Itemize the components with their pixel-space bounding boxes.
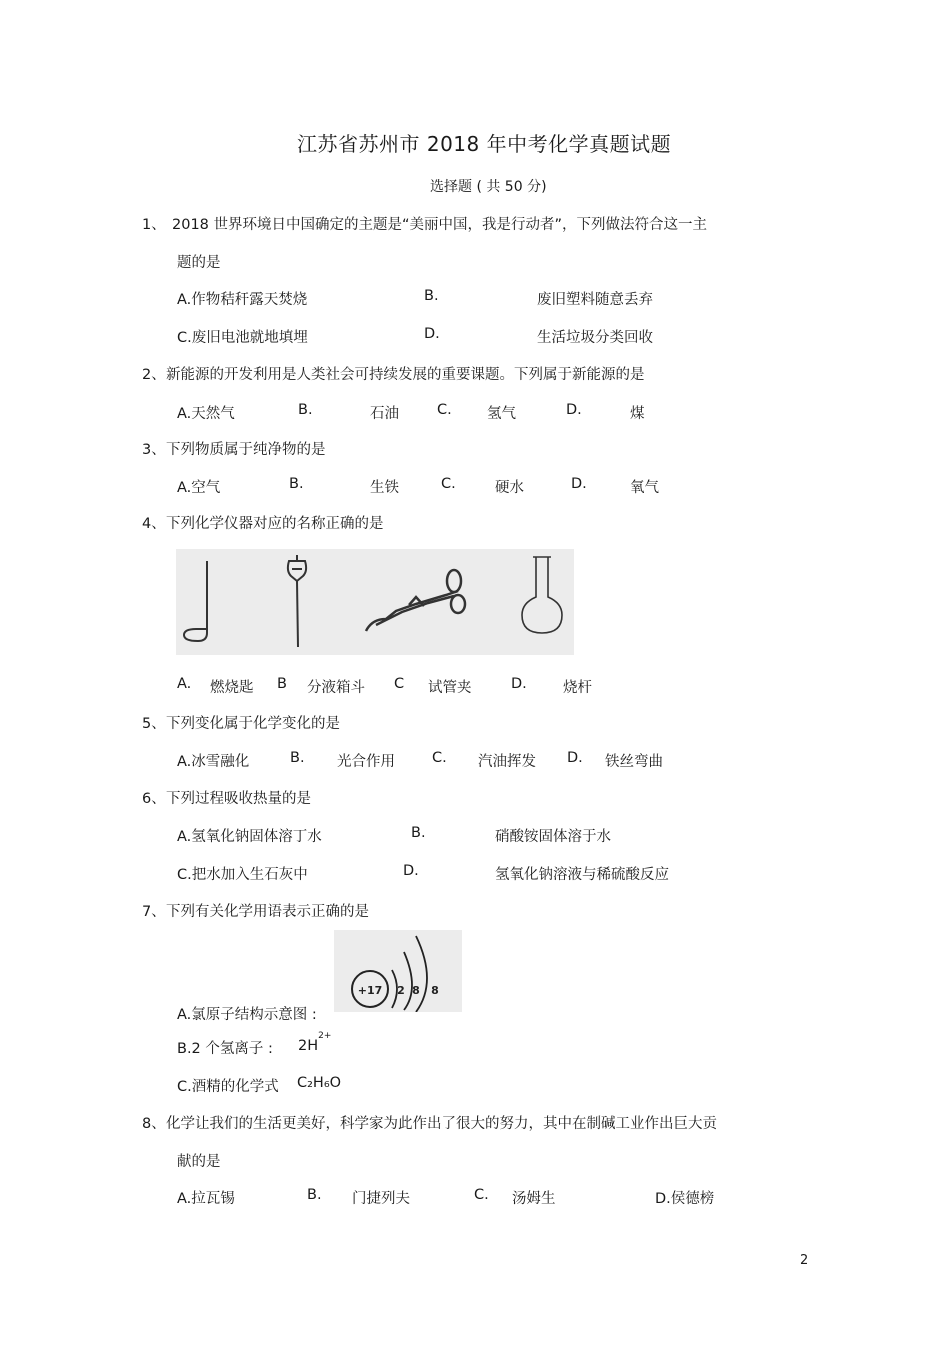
q2-number: 2、: [142, 367, 166, 383]
q4-option-c-letter: C: [394, 676, 405, 692]
page-number: 2: [800, 1253, 809, 1268]
q5-option-d-text: 铁丝弯曲: [605, 754, 663, 770]
q5-option-d-letter: D.: [567, 750, 583, 766]
q5-number: 5、: [142, 716, 166, 732]
q5-option-b-text: 光合作用: [337, 754, 395, 770]
q7-option-b: B.2 个氢离子 :: [177, 1041, 273, 1057]
q2-option-d-text: 煤: [630, 406, 645, 422]
q5-option-c-letter: C.: [432, 750, 447, 766]
q2-option-b-text: 石油: [370, 406, 399, 422]
q3-stem: 下列物质属于纯净物的是: [166, 442, 326, 458]
combustion-spoon-drawing: [184, 561, 207, 641]
q6-option-c: C.把水加入生石灰中: [177, 867, 308, 883]
q1-option-c: C.废旧电池就地填埋: [177, 330, 308, 346]
q1-stem: 2018 世界环境日中国确定的主题是“美丽中国，我是行动者”，下列做法符合这一主: [172, 217, 708, 233]
q1-option-d-letter: D.: [424, 326, 440, 342]
q3-option-d-letter: D.: [571, 476, 587, 492]
q7-option-c-formula: C₂H₆O: [297, 1075, 342, 1091]
nucleus-charge: +17: [357, 984, 383, 997]
shell-2-electrons: 8: [412, 984, 420, 997]
shell-1-electrons: 2: [397, 984, 405, 997]
section-subtitle: 选择题 ( 共 50 分): [430, 179, 547, 195]
q6-option-a: A.氢氧化钠固体溶丁水: [177, 829, 322, 845]
q6-option-b-text: 硝酸铵固体溶于水: [495, 829, 611, 845]
q1-option-d-text: 生活垃圾分类回收: [537, 330, 653, 346]
q8-number: 8、: [142, 1116, 166, 1132]
q7-number: 7、: [142, 904, 166, 920]
instruments-svg: [176, 549, 574, 655]
q4-stem: 下列化学仪器对应的名称正确的是: [166, 516, 384, 532]
q1-option-a: A.作物秸秆露天焚烧: [177, 292, 308, 308]
q4-option-a-text: 燃烧匙: [210, 680, 254, 696]
q4-option-a-letter: A.: [177, 676, 192, 692]
q6-option-d-text: 氢氧化钠溶液与稀硫酸反应: [495, 867, 669, 883]
q8-option-b-letter: B.: [307, 1187, 322, 1203]
q5-option-c-text: 汽油挥发: [478, 754, 536, 770]
q2-stem: 新能源的开发利用是人类社会可持续发展的重要课题。下列属于新能源的是: [166, 367, 645, 383]
q1-number: 1、: [142, 217, 166, 233]
shell-3-electrons: 8: [431, 984, 439, 997]
flask-drawing: [522, 557, 562, 633]
q4-number: 4、: [142, 516, 166, 532]
q7-option-b-formula: $2H^{2+}$: [298, 1031, 332, 1054]
chlorine-atom-diagram: [334, 930, 462, 1012]
q6-number: 6、: [142, 791, 166, 807]
q3-option-c-letter: C.: [441, 476, 456, 492]
q7-option-c: C.酒精的化学式: [177, 1079, 279, 1095]
q3-option-c-text: 硬水: [495, 480, 524, 496]
q2-option-b-letter: B.: [298, 402, 313, 418]
q5-option-b-letter: B.: [290, 750, 305, 766]
q2-option-c-letter: C.: [437, 402, 452, 418]
q4-option-b-letter: B: [277, 676, 287, 692]
q4-option-c-text: 试管夹: [428, 680, 472, 696]
q8-option-a: A.拉瓦锡: [177, 1191, 235, 1207]
q1-option-b-text: 废旧塑料随意丢弃: [537, 292, 653, 308]
q4-option-d-text: 烧杆: [563, 680, 592, 696]
atom-svg: [334, 930, 462, 1012]
q6-option-b-letter: B.: [411, 825, 426, 841]
q7-stem: 下列有关化学用语表示正确的是: [166, 904, 369, 920]
q3-option-a: A.空气: [177, 480, 221, 496]
q4-option-b-text: 分液箱斗: [307, 680, 365, 696]
q8-option-d: D.侯德榜: [655, 1191, 715, 1207]
lab-instruments-figure: [176, 549, 574, 655]
q5-stem: 下列变化属于化学变化的是: [166, 716, 340, 732]
page-title: 江苏省苏州市 2018 年中考化学真题试题: [297, 132, 672, 156]
q8-option-c-letter: C.: [474, 1187, 489, 1203]
q7-option-a: A.氯原子结构示意图 :: [177, 1007, 317, 1023]
separatory-funnel-drawing: [288, 555, 306, 647]
q8-stem: 化学让我们的生活更美好，科学家为此作出了很大的努力，其中在制碱工业作出巨大贡: [166, 1116, 717, 1132]
q6-stem: 下列过程吸收热量的是: [166, 791, 311, 807]
q8-option-c-text: 汤姆生: [512, 1191, 556, 1207]
q8-stem-cont: 献的是: [177, 1154, 221, 1170]
q6-option-d-letter: D.: [403, 863, 419, 879]
q2-option-a: A.天然气: [177, 406, 235, 422]
q3-option-d-text: 氧气: [630, 480, 659, 496]
q5-option-a: A.冰雪融化: [177, 754, 250, 770]
q2-option-d-letter: D.: [566, 402, 582, 418]
q1-option-b-letter: B.: [424, 288, 439, 304]
q1-stem-cont: 题的是: [177, 255, 221, 271]
q3-number: 3、: [142, 442, 166, 458]
q4-option-d-letter: D.: [511, 676, 527, 692]
q8-option-b-text: 门捷列夫: [352, 1191, 410, 1207]
q2-option-c-text: 氢气: [487, 406, 516, 422]
test-tube-clamp-drawing: [366, 570, 465, 631]
q3-option-b-letter: B.: [289, 476, 304, 492]
q3-option-b-text: 生铁: [370, 480, 399, 496]
